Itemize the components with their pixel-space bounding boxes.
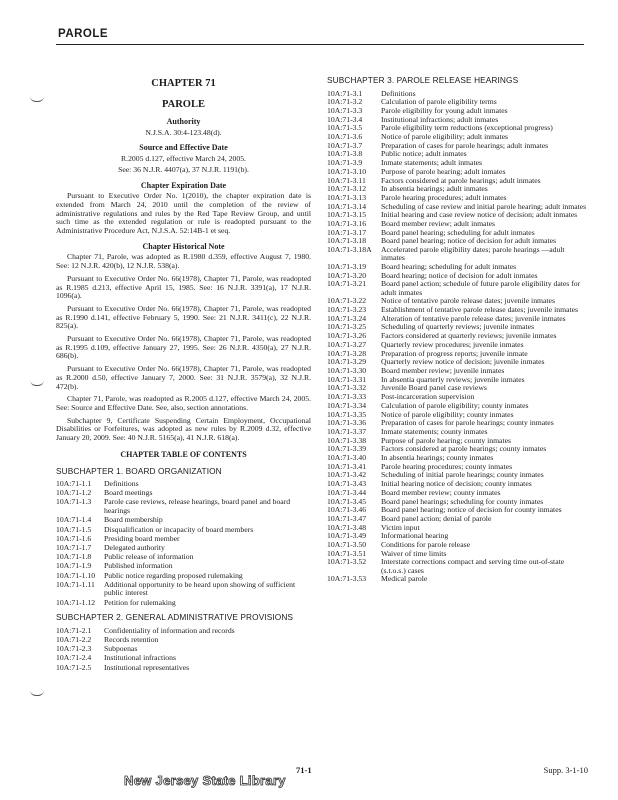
section-number: 10A:71-3.47: [327, 513, 367, 523]
subchapter-3-list: [327, 90, 589, 584]
section-number: 10A:71-3.19: [327, 262, 367, 272]
section-title: Board hearing; notice of decision for adult inmates: [381, 270, 538, 280]
section-number: 10A:71-3.28: [327, 348, 367, 358]
section-title: Notice of tentative parole release dates; juvenile inmates: [381, 296, 555, 306]
source-line: R.2005 d.127, effective March 24, 2005.: [121, 154, 246, 164]
section-title: Alteration of tentative parole release dates; juvenile inmates: [381, 313, 566, 323]
section-number: 10A:71-2.1: [56, 625, 92, 635]
section-title: Disqualification or incapacity of board members: [104, 524, 254, 534]
section-number: 10A:71-1.8: [56, 552, 92, 562]
section-number: 10A:71-3.18A: [327, 245, 372, 255]
section-number: 10A:71-3.40: [327, 453, 367, 463]
section-title: Conditions for parole release: [381, 540, 471, 550]
section-title: Presiding board member: [104, 533, 180, 543]
section-number: 10A:71-1.12: [56, 597, 96, 607]
history-paragraph: Pursuant to Executive Order No. 66(1978), Chapter 71, Parole, was readopted as R.1995 d.109, effective January 27, 1995. See: 26 N.J.R. 4350(a), 27 N.J.R. 686(b).: [56, 334, 311, 361]
section-title: Board member review; county inmates: [381, 487, 501, 497]
section-number: 10A:71-1.1: [56, 479, 92, 488]
section-number: 10A:71-3.27: [327, 339, 367, 349]
section-title: Victim input: [381, 522, 420, 532]
section-number: 10A:71-1.3: [56, 497, 92, 507]
toc-entry[interactable]: [56, 572, 311, 581]
section-number: 10A:71-3.8: [327, 149, 363, 159]
section-number: 10A:71-3.53: [327, 574, 367, 584]
authority-text: N.J.S.A. 30:4-123.48(d).: [145, 127, 222, 137]
section-title: Establishment of tentative parole release dates; juvenile inmates: [381, 305, 579, 315]
toc-entry[interactable]: [56, 480, 311, 489]
section-number: 10A:71-3.29: [327, 357, 367, 367]
section-title: Public notice regarding proposed rulemaking: [104, 570, 243, 580]
section-number: 10A:71-1.9: [56, 561, 92, 571]
margin-mark: [30, 380, 44, 386]
section-title: Board member review; adult inmates: [381, 219, 495, 229]
section-title: Board panel hearing; notice of decision for adult inmates: [381, 236, 557, 246]
section-title: Inmate statements; county inmates: [381, 426, 488, 436]
history-paragraph: Pursuant to Executive Order No. 66(1978), Chapter 71, Parole, was readopted as R.1985 d.213, effective April 15, 1985. See: 16 N.J.R. 3391(a), 17 N.J.R. 1096(a).: [56, 273, 311, 301]
expiration-heading: Chapter Expiration Date: [140, 180, 227, 190]
section-title: Petition for rulemaking: [104, 597, 176, 607]
left-column: [56, 74, 311, 673]
section-number: 10A:71-3.49: [327, 531, 367, 541]
history-paragraph: Subchapter 9, Certificate Suspending Certain Employment, Occupational Disabilities or Forfeitures, was adopted as new rules by R.2009 d.32, effective January 20, 2009. See: 40 N.J.R. 5165(a), 41 N.J.R. 618(a).: [56, 415, 311, 443]
section-title: Medical parole: [381, 574, 428, 584]
section-number: 10A:71-3.20: [327, 270, 367, 280]
section-number: 10A:71-3.3: [327, 105, 363, 115]
supplement-date: Supp. 3-1-10: [543, 765, 588, 775]
toc-entry[interactable]: [56, 535, 311, 544]
section-title: In absentia hearings; county inmates: [381, 453, 494, 463]
toc-entry[interactable]: [327, 133, 589, 141]
section-title: Subpoenas: [104, 644, 138, 654]
section-number: 10A:71-3.4: [327, 114, 363, 124]
section-title: Purpose of parole hearing; adult inmates: [381, 166, 506, 176]
section-number: 10A:71-3.16: [327, 219, 367, 229]
library-stamp: New Jersey State Library: [124, 773, 286, 788]
toc-entry[interactable]: [327, 524, 589, 532]
section-title: Board hearing; scheduling for adult inmates: [381, 262, 517, 272]
source-heading: Source and Effective Date: [139, 143, 228, 153]
history-paragraph: Chapter 71, Parole, was readopted as R.2005 d.127, effective March 24, 2005. See: Source and Effective Date. See, also, section annotations.: [56, 394, 311, 412]
section-title: Initial hearing and case review notice of decision; adult inmates: [381, 210, 578, 220]
toc-entry[interactable]: [56, 636, 311, 645]
page-number: 71-1: [296, 765, 312, 775]
toc-entry[interactable]: [56, 599, 311, 608]
toc-entry[interactable]: [56, 562, 311, 571]
toc-entry[interactable]: [327, 454, 589, 462]
toc-entry[interactable]: [56, 581, 311, 598]
section-number: 10A:71-3.41: [327, 461, 367, 471]
chapter-label: CHAPTER 71: [151, 78, 216, 89]
section-number: 10A:71-3.13: [327, 192, 367, 202]
toc-entry[interactable]: [327, 107, 589, 115]
section-title: Initial hearing notice of decision; county inmates: [381, 479, 532, 489]
section-number: 10A:71-2.3: [56, 644, 92, 654]
section-title: Notice of parole eligibility; adult inmates: [381, 132, 509, 142]
toc-entry[interactable]: [56, 627, 311, 636]
section-title: Board member review; juvenile inmates: [381, 366, 505, 375]
section-title: Scheduling of initial parole hearings; county inmates: [381, 470, 544, 480]
toc-entry[interactable]: [327, 341, 589, 349]
section-title: Preparation of cases for parole hearings; county inmates: [381, 418, 554, 428]
section-number: 10A:71-3.48: [327, 522, 367, 532]
subchapter-2-list: [56, 627, 311, 673]
section-title: Confidentiality of information and records: [104, 625, 235, 635]
toc-entry[interactable]: [56, 654, 311, 663]
section-title: In absentia quarterly reviews; juvenile inmates: [381, 374, 525, 384]
section-title: In absentia hearings; adult inmates: [381, 184, 488, 194]
section-title: Public release of information: [104, 552, 194, 562]
section-title: Accelerated parole eligibility dates; parole hearings —adult inmates: [381, 245, 565, 263]
section-title: Board panel action; schedule of future parole eligibility dates for adult inmates: [381, 279, 581, 297]
section-number: 10A:71-1.7: [56, 542, 92, 552]
section-title: Additional opportunity to be heard upon showing of sufficient public interest: [104, 579, 296, 598]
right-column: [327, 74, 589, 584]
section-number: 10A:71-3.17: [327, 227, 367, 237]
section-number: 10A:71-3.31: [327, 374, 367, 384]
section-number: 10A:71-3.43: [327, 479, 367, 489]
section-title: Interstate corrections compact and serving time out-of-state (s.t.o.s.) cases: [381, 557, 565, 575]
section-title: Calculation of parole eligibility; county inmates: [381, 400, 529, 410]
expiration-text: Pursuant to Executive Order No. 1(2010), the chapter expiration date is extended from March 24, 2010 until the completion of the review of administrative regulations and rules by the Red Tape Review Group, and until such time as the extended regulation or rule is readopted pursuant to the Administrative Procedure Act, N.J.S.A. 52:14B-1 et seq.: [56, 191, 311, 236]
authority-heading: Authority: [166, 117, 201, 126]
section-number: 10A:71-3.46: [327, 505, 367, 515]
section-title: Parole case reviews, release hearings, board panel and board hearings: [104, 497, 291, 516]
section-number: 10A:71-3.52: [327, 557, 367, 567]
section-number: 10A:71-3.5: [327, 123, 363, 133]
section-number: 10A:71-3.25: [327, 322, 367, 332]
section-title: Factors considered at parole hearings; county inmates: [381, 444, 547, 454]
toc-entry[interactable]: [56, 516, 311, 525]
section-title: Institutional representatives: [104, 662, 190, 672]
section-number: 10A:71-3.9: [327, 158, 363, 168]
section-title: Parole eligibility for young adult inmates: [381, 105, 508, 115]
section-title: Scheduling of quarterly reviews; juvenile inmates: [381, 322, 535, 332]
section-title: Board meetings: [104, 488, 153, 498]
section-title: Factors considered at quarterly reviews; juvenile inmates: [381, 331, 557, 341]
section-number: 10A:71-1.5: [56, 524, 92, 534]
section-number: 10A:71-1.10: [56, 570, 96, 580]
section-number: 10A:71-3.34: [327, 400, 367, 410]
section-title: Preparation of progress reports; juvenile inmate: [381, 348, 528, 358]
section-number: 10A:71-1.11: [56, 579, 95, 589]
section-title: Parole eligibility term reductions (exceptional progress): [381, 123, 553, 133]
section-number: 10A:71-3.1: [327, 88, 363, 98]
subchapter-3-title: SUBCHAPTER 3. PAROLE RELEASE HEARINGS: [327, 75, 519, 85]
toc-entry[interactable]: [56, 645, 311, 654]
section-number: 10A:71-3.44: [327, 487, 367, 497]
section-number: 10A:71-2.4: [56, 653, 92, 663]
margin-mark: [30, 96, 44, 102]
section-title: Quarterly review notice of decision; juvenile inmates: [381, 357, 545, 367]
section-title: Juvenile Board panel case reviews: [381, 383, 487, 393]
section-title: Factors considered at parole hearings; adult inmates: [381, 175, 541, 185]
section-title: Board panel action; denial of parole: [381, 513, 492, 523]
toc-entry[interactable]: [327, 558, 589, 574]
section-number: 10A:71-3.18: [327, 236, 367, 246]
section-number: 10A:71-3.38: [327, 435, 367, 445]
section-number: 10A:71-3.37: [327, 426, 367, 436]
section-title: Waiver of time limits: [381, 548, 447, 558]
toc-entry[interactable]: [327, 489, 589, 497]
section-number: 10A:71-3.30: [327, 366, 367, 375]
section-title: Published information: [104, 561, 173, 571]
subchapter-1-title: SUBCHAPTER 1. BOARD ORGANIZATION: [56, 465, 222, 476]
section-number: 10A:71-3.26: [327, 331, 367, 341]
section-title: Parole hearing procedures; adult inmates: [381, 192, 507, 202]
section-title: Board panel hearing; notice of decision for county inmates: [381, 505, 562, 515]
section-number: 10A:71-3.23: [327, 305, 367, 315]
section-number: 10A:71-3.7: [327, 140, 363, 150]
toc-entry[interactable]: [327, 515, 589, 523]
section-number: 10A:71-3.36: [327, 418, 367, 428]
toc-entry[interactable]: [56, 664, 311, 673]
section-title: Definitions: [104, 479, 139, 488]
source-citation: See: 36 N.J.R. 4407(a), 37 N.J.R. 1191(b).: [118, 164, 249, 174]
section-title: Purpose of parole hearing; county inmates: [381, 435, 512, 445]
section-number: 10A:71-3.24: [327, 313, 367, 323]
section-number: 10A:71-3.22: [327, 296, 367, 306]
history-heading: Chapter Historical Note: [142, 241, 225, 251]
section-title: Public notice; adult inmates: [381, 149, 467, 159]
section-title: Board panel hearing; scheduling for adult inmates: [381, 227, 535, 237]
section-number: 10A:71-3.15: [327, 210, 367, 220]
section-number: 10A:71-1.4: [56, 515, 92, 525]
toc-entry[interactable]: [56, 498, 311, 515]
toc-entry[interactable]: [56, 553, 311, 562]
toc-entry[interactable]: [327, 280, 589, 296]
section-number: 10A:71-3.21: [327, 279, 367, 289]
section-title: Post-incarceration supervision: [381, 392, 475, 402]
section-title: Inmate statements; adult inmates: [381, 158, 482, 168]
subchapter-1-list: [56, 480, 311, 607]
section-title: Informational hearing: [381, 531, 449, 541]
section-number: 10A:71-3.50: [327, 540, 367, 550]
toc-entry[interactable]: [327, 194, 589, 202]
section-number: 10A:71-3.39: [327, 444, 367, 454]
section-title: Board panel hearings; scheduling for county inmates: [381, 496, 544, 506]
section-number: 10A:71-3.33: [327, 392, 367, 402]
section-number: 10A:71-3.2: [327, 97, 363, 107]
section-number: 10A:71-3.6: [327, 132, 363, 142]
history-paragraph: Pursuant to Executive Order No. 66(1978), Chapter 71, Parole, was readopted as R.1990 d.141, effective February 5, 1990. See: 21 N.J.R. 3411(c), 22 N.J.R. 825(a).: [56, 303, 311, 331]
section-title: Institutional infractions; adult inmates: [381, 114, 499, 124]
toc-entry[interactable]: [56, 526, 311, 535]
toc-entry[interactable]: [327, 168, 589, 176]
section-number: 10A:71-1.2: [56, 488, 92, 498]
section-number: 10A:71-2.2: [56, 635, 92, 645]
history-paragraph: Pursuant to Executive Order No. 66(1978), Chapter 71, Parole, was readopted as R.2000 d.50, effective January 7, 2000. See: 31 N.J.R. 3579(a), 32 N.J.R. 472(b).: [56, 364, 311, 391]
chapter-name: PAROLE: [162, 99, 205, 110]
toc-entry[interactable]: [327, 402, 589, 410]
section-number: 10A:71-3.45: [327, 496, 367, 506]
section-number: 10A:71-3.51: [327, 548, 367, 558]
section-number: 10A:71-3.14: [327, 201, 367, 211]
toc-entry[interactable]: [327, 575, 589, 583]
section-title: Definitions: [381, 88, 416, 98]
toc-entry[interactable]: [327, 246, 589, 262]
section-title: Preparation of cases for parole hearings; adult inmates: [381, 140, 549, 150]
section-number: 10A:71-3.10: [327, 166, 367, 176]
toc-heading: CHAPTER TABLE OF CONTENTS: [120, 449, 247, 459]
section-number: 10A:71-3.12: [327, 184, 367, 194]
section-number: 10A:71-3.42: [327, 470, 367, 480]
section-number: 10A:71-3.35: [327, 409, 367, 419]
running-header-title: PAROLE: [58, 28, 109, 40]
history-notes: [56, 253, 311, 442]
section-number: 10A:71-3.32: [327, 383, 367, 393]
margin-mark: [30, 690, 44, 696]
section-title: Delegated authority: [104, 542, 165, 552]
section-number: 10A:71-1.6: [56, 533, 92, 543]
section-title: Records retention: [104, 635, 159, 645]
header-rule: [56, 44, 584, 45]
section-number: 10A:71-3.11: [327, 175, 366, 185]
section-number: 10A:71-2.5: [56, 662, 92, 672]
section-title: Notice of parole eligibility; county inmates: [381, 409, 514, 419]
section-title: Parole hearing procedures; county inmates: [381, 461, 513, 471]
history-paragraph: Chapter 71, Parole, was adopted as R.1980 d.359, effective August 7, 1980. See: 12 N.J.R. 420(b), 12 N.J.R. 538(a).: [56, 252, 311, 271]
subchapter-2-title: SUBCHAPTER 2. GENERAL ADMINISTRATIVE PROVISIONS: [56, 612, 294, 623]
toc-entry[interactable]: [327, 541, 589, 549]
section-title: Institutional infractions: [104, 653, 176, 663]
section-title: Calculation of parole eligibility terms: [381, 97, 497, 107]
section-title: Scheduling of case review and initial parole hearing; adult inmates: [381, 201, 587, 211]
toc-entry[interactable]: [327, 367, 589, 375]
section-title: Board membership: [104, 515, 163, 525]
toc-entry[interactable]: [327, 428, 589, 436]
section-title: Quarterly review procedures; juvenile inmates: [381, 339, 524, 349]
